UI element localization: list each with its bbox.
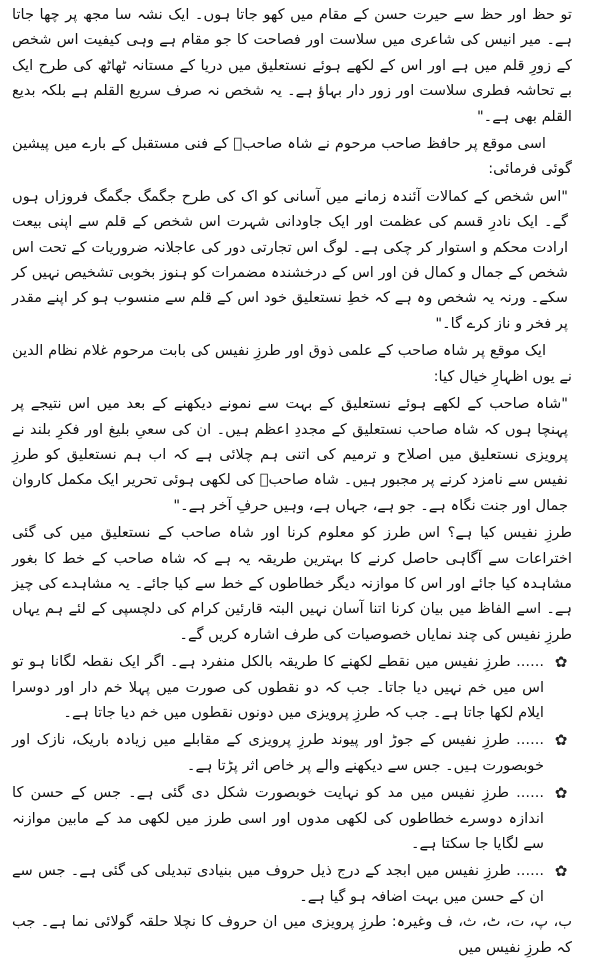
gear-icon: ✿ bbox=[554, 653, 568, 672]
list-item bbox=[12, 649, 572, 725]
list-item-text: ...... طرزِ نفیس میں نقطے لکھنے کا طریقہ بالکل منفرد ہے۔ اگر ایک نقطہ لگانا ہو تو اس میں خم نہیں دیا جاتا۔ جب کہ دو نقطوں کی صورت میں پہلا خم دار اور دوسرا ایلام لکھا جاتا ہے۔ جب کہ طرزِ پرویزی میں دونوں نقطوں میں خم دیا جاتا ہے۔ bbox=[12, 653, 544, 721]
list-item bbox=[12, 858, 572, 909]
paragraph-second-quote-intro: ایک موقع پر شاہ صاحب کے علمی ذوق اور طرزِ نفیس کی بابت مرحوم غلام نظام الدین نے یوں اظہارِ خیال کیا: bbox=[12, 342, 572, 385]
paragraph-intro: تو حظ اور حظ سے حیرت حسن کے مقام میں کھو جاتا ہوں۔ ایک نشہ سا مجھ پر چھا جاتا ہے۔ میر انیس کی شاعری میں سلاست اور فصاحت کا جو مقام ہے وہی کیفیت اس شخص کے زورِ قلم میں ہے اور اس کے لکھے ہوئے نستعلیق میں دریا کے مستانہ ٹھاٹھ کی طرح ایک بے تحاشہ فطری سلاست اور زور دار بہاؤ ہے۔ یہ شخص نہ صرف سریع القلم ہے بلکہ بدیع القلم بھی ہے۔" bbox=[12, 6, 572, 125]
list-item-text: ...... طرزِ نفیس میں ابجد کے درج ذیل حروف میں بنیادی تبدیلی کی گئی ہے۔ جس سے ان کے حسن میں بہت اضافہ ہو گیا ہے۔ bbox=[12, 862, 544, 905]
list-item bbox=[12, 780, 572, 856]
gear-icon: ✿ bbox=[554, 784, 568, 803]
gear-icon: ✿ bbox=[554, 731, 568, 750]
quote-nizam-uddin: "شاہ صاحب کے لکھے ہوئے نستعلیق کے بہت سے نمونے دیکھنے کے بعد میں اس نتیجے پر پہنچا ہوں کہ شاہ صاحب نستعلیق کے مجددِ اعظم ہیں۔ ان کی سعیِ بلیغ اور فکرِ بلند نے پرویزی نستعلیق میں اصلاح و ترمیم کی اتنی ہم چلائی ہے کہ اب ہم نستعلیق کو طرزِ نفیس سے نامزد کرنے پر مجبور ہیں۔ شاہ صاحبؒ کی لکھی ہوئی تحریر ایک مکمل کاروان جمال اور جنت نگاہ ہے۔ جو ہے، جہاں ہے، وہیں حرفِ آخر ہے۔" bbox=[12, 395, 568, 514]
list-item bbox=[12, 727, 572, 778]
paragraph-what-is-tarz-e-nafees: طرزِ نفیس کیا ہے؟ اس طرز کو معلوم کرنا اور شاہ صاحب کے نستعلیق میں کی گئی اختراعات سے آگاہی حاصل کرنے کا بہترین طریقہ یہ ہے کہ شاہ صاحب کے خط کا بغور مشاہدہ کیا جائے اور اس کا موازنہ دیگر خطاطوں کے خط سے کیا جائے۔ یہ مشاہدے کی چیز ہے۔ اسے الفاظ میں بیان کرنا اتنا آسان نہیں البتہ قارئین کرام کی دلچسپی کے لئے ہم یہاں طرزِ نفیس کی چند نمایاں خصوصیات کی طرف اشارہ کریں گے۔ bbox=[12, 524, 572, 643]
gear-icon: ✿ bbox=[554, 862, 568, 881]
list-item-text: ...... طرزِ نفیس میں مد کو نہایت خوبصورت شکل دی گئی ہے۔ جس کے حسن کا اندازہ دوسرے خطاطوں کی لکھی مدوں اور اسی طرز میں لکھی مد کے مابین موازنہ سے لگایا جا سکتا ہے۔ bbox=[12, 784, 544, 852]
quote-hafiz-sahib: "اس شخص کے کمالات آئندہ زمانے میں آسانی کو اک کی طرح جگمگ جگمگ فروزاں ہوں گے۔ ایک نادرِ قسم کی عظمت اور ایک جاودانی شہرت اس شخص کے قلم سے اپنی بیعت ارادت محکم و استوار کر چکی ہے۔ لوگ اس تجارتی دور کی عاجلانہ ضروریات کے تحت اس شخص کے جمال و کمال فن اور اس کے درخشندہ مضمرات کو ہنوز بخوبی تشخیص نہیں کر سکے۔ ورنہ یہ شخص وہ ہے کہ خطِ نستعلیق خود اس کے قلم سے منسوب ہو کر اپنے مقدر پر فخر و ناز کرے گا۔" bbox=[12, 187, 568, 332]
paragraph-prophecy-intro: اسی موقع پر حافظ صاحب مرحوم نے شاہ صاحبؒ کے فنی مستقبل کے بارے میں پیشین گوئی فرمائی: bbox=[12, 135, 572, 178]
paragraph-closing: ب، پ، ت، ٹ، ث، ف وغیرہ: طرزِ پرویزی میں ان حروف کا نچلا حلقہ گولائی نما ہے۔ جب کہ طرزِ نفیس میں bbox=[12, 913, 572, 956]
list-item-text: ...... طرزِ نفیس کے جوڑ اور پیوند طرزِ پرویزی کے مقابلے میں زیادہ باریک، نازک اور خوبصورت ہیں۔ جس سے دیکھنے والے پر خاص اثر پڑتا ہے۔ bbox=[12, 731, 544, 774]
